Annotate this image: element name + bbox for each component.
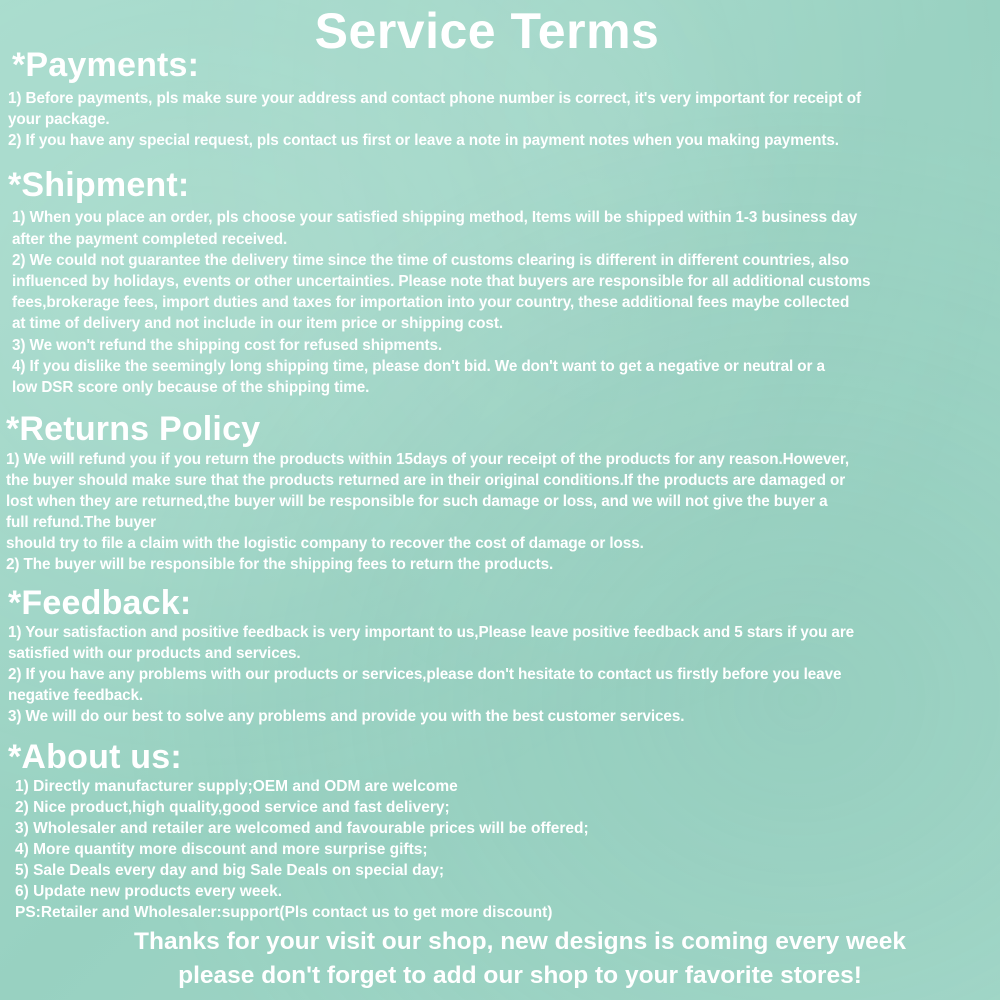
returns-heading: *Returns Policy [6, 410, 261, 448]
shipment-line: at time of delivery and not include in our item price or shipping cost. [12, 315, 503, 332]
feedback-line: negative feedback. [8, 687, 144, 704]
shipment-heading: *Shipment: [8, 166, 190, 204]
about-heading: *About us: [8, 738, 182, 776]
feedback-line: satisfied with our products and services. [8, 645, 301, 662]
about-line: PS:Retailer and Wholesaler:support(Pls contact us to get more discount) [15, 904, 553, 921]
payments-line: 1) Before payments, pls make sure your address and contact phone number is correct, it's very important for receipt of [8, 90, 861, 107]
footer-thanks: Thanks for your visit our shop, new designs is coming every week [134, 928, 906, 955]
returns-line: 2) The buyer will be responsible for the shipping fees to return the products. [6, 556, 554, 573]
shipment-line: after the payment completed received. [12, 231, 288, 248]
about-line: 6) Update new products every week. [15, 883, 283, 900]
shipment-line: 1) When you place an order, pls choose your satisfied shipping method, Items will be shipped within 1-3 business day [12, 209, 858, 226]
about-line: 1) Directly manufacturer supply;OEM and ODM are welcome [15, 778, 458, 795]
footer-favorite: please don't forget to add our shop to your favorite stores! [178, 962, 862, 989]
feedback-line: 2) If you have any problems with our products or services,please don't hesitate to contact us firstly before you leave [8, 666, 842, 683]
returns-line: lost when they are returned,the buyer will be responsible for such damage or loss, and we will not give the buyer a [6, 493, 828, 510]
shipment-line: 3) We won't refund the shipping cost for refused shipments. [12, 337, 443, 354]
shipment-line: fees,brokerage fees, import duties and taxes for importation into your country, these additional fees maybe collected [12, 294, 850, 311]
about-line: 4) More quantity more discount and more surprise gifts; [15, 841, 428, 858]
shipment-line: influenced by holidays, events or other uncertainties. Please note that buyers are responsible for all additional customs [12, 273, 871, 290]
about-line: 3) Wholesaler and retailer are welcomed and favourable prices will be offered; [15, 820, 589, 837]
returns-line: should try to file a claim with the logistic company to recover the cost of damage or loss. [6, 535, 644, 552]
feedback-line: 1) Your satisfaction and positive feedback is very important to us,Please leave positive feedback and 5 stars if you are [8, 624, 855, 641]
about-line: 5) Sale Deals every day and big Sale Deals on special day; [15, 862, 445, 879]
returns-line: 1) We will refund you if you return the products within 15days of your receipt of the products for any reason.However, [6, 451, 849, 468]
page-title: Service Terms [314, 3, 660, 59]
shipment-line: 4) If you dislike the seemingly long shipping time, please don't bid. We don't want to get a negative or neutral or a [12, 358, 825, 375]
feedback-heading: *Feedback: [8, 584, 192, 622]
returns-line: the buyer should make sure that the products returned are in their original conditions.If the products are damaged or [6, 472, 846, 489]
payments-line: your package. [8, 111, 110, 128]
payments-heading: *Payments: [12, 46, 200, 84]
returns-line: full refund.The buyer [6, 514, 157, 531]
feedback-line: 3) We will do our best to solve any problems and provide you with the best customer services. [8, 708, 685, 725]
shipment-line: 2) We could not guarantee the delivery time since the time of customs clearing is different in different countries, also [12, 252, 849, 269]
shipment-line: low DSR score only because of the shipping time. [12, 379, 370, 396]
about-line: 2) Nice product,high quality,good service and fast delivery; [15, 799, 450, 816]
payments-line: 2) If you have any special request, pls contact us first or leave a note in payment notes when you making payments. [8, 132, 839, 149]
